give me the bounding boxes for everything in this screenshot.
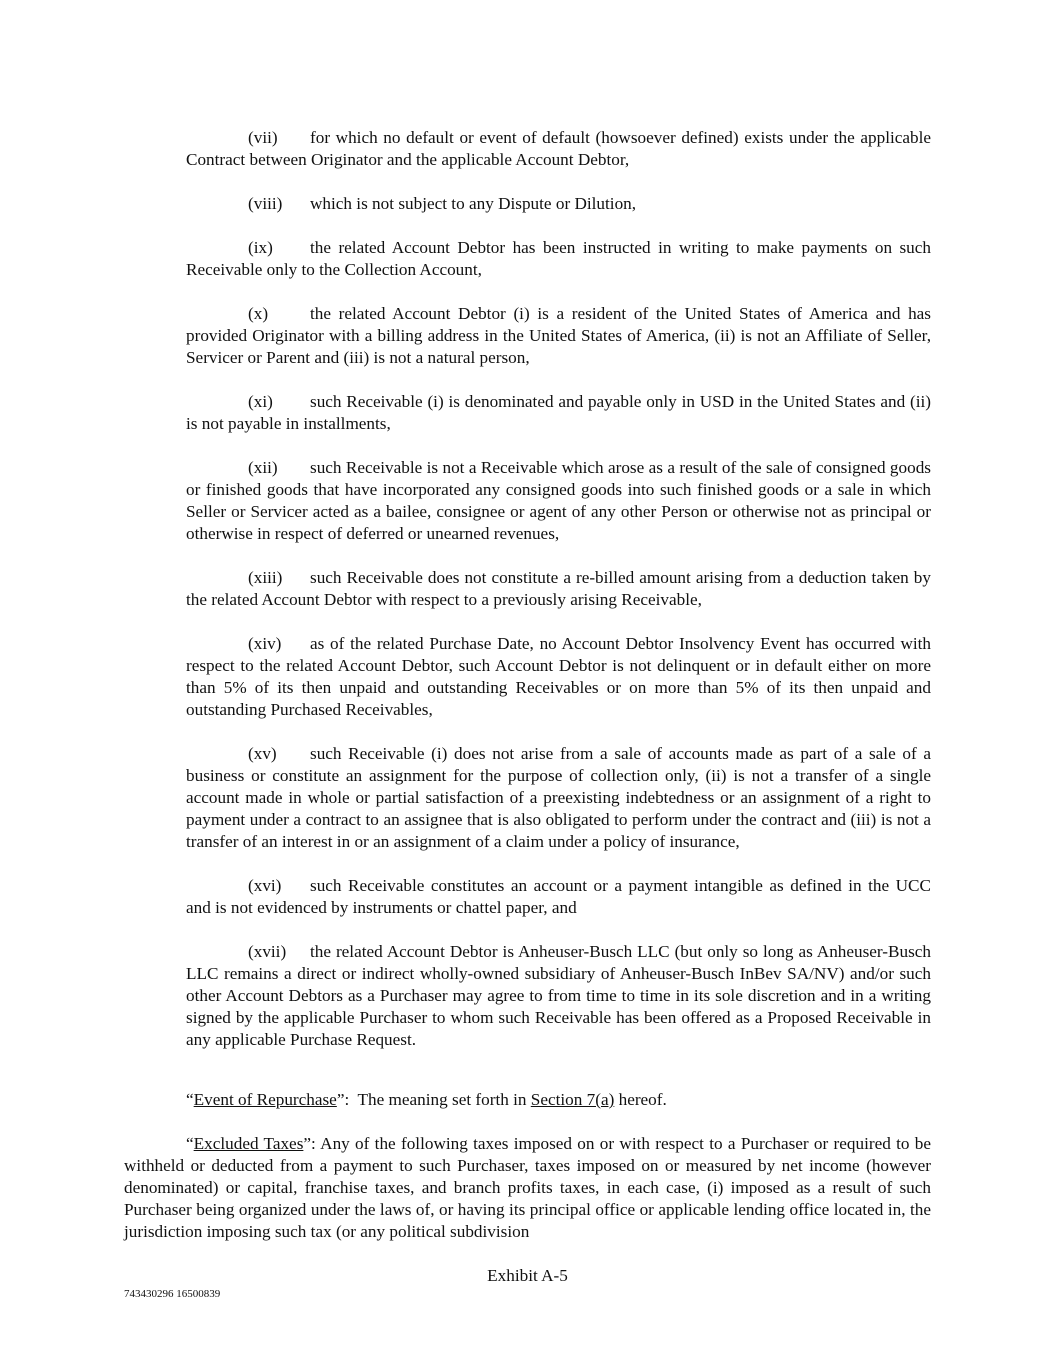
clause-xvii [186,941,931,1051]
clause-viii [186,193,931,215]
clause-text: such Receivable (i) is denominated and payable only in USD in the United States and (ii) is not payable in installments, [186,392,931,433]
open-quote: “ [186,1090,194,1109]
clause-text: which is not subject to any Dispute or Dilution, [310,194,637,213]
clause-text: the related Account Debtor has been instructed in writing to make payments on such Receivable only to the Collection Account, [186,238,931,279]
clause-text: such Receivable constitutes an account or a payment intangible as defined in the UCC and is not evidenced by instruments or chattel paper, and [186,876,931,917]
clause-number: (xiv) [248,634,282,653]
clause-number: (viii) [248,194,283,213]
close-quote: ”: [336,1090,350,1109]
open-quote: “ [186,1134,194,1153]
clause-number: (xi) [248,392,273,411]
clause-text: the related Account Debtor (i) is a resident of the United States of America and has provided Originator with a billing address in the United States of America, (ii) is not an Affiliate of Seller, Servicer or Parent and (iii) is not a natural person, [186,304,931,367]
clause-vii [186,127,931,171]
defined-term: Event of Repurchase [193,1090,337,1109]
clause-number: (ix) [248,238,273,257]
definition-event-of-repurchase [124,1089,931,1111]
clause-xi [186,391,931,435]
definitions-section [124,1089,931,1265]
clause-text: for which no default or event of default (howsoever defined) exists under the applicable Contract between Originator and the applicable Account Debtor, [186,128,931,169]
clause-xvi [186,875,931,919]
defined-term: Excluded Taxes [193,1134,304,1153]
clause-x [186,303,931,369]
clause-number: (xvi) [248,876,282,895]
definition-text-end: hereof. [614,1090,667,1109]
clause-number: (xvii) [248,942,287,961]
definition-text: The meaning set forth in [349,1090,531,1109]
clause-text: the related Account Debtor is Anheuser-Busch LLC (but only so long as Anheuser-Busch LLC remains a direct or indirect wholly-owned subsidiary of Anheuser-Busch InBev SA/NV) and/or such other Account Debtors as a Purchaser may agree to from time to time in its sole discretion and in a writing signed by the applicable Purchaser to whom such Receivable has been offered as a Proposed Receivable in any applicable Purchase Request. [186,942,931,1049]
clause-number: (xiii) [248,568,283,587]
clause-number: (xv) [248,744,277,763]
close-quote: ”: [303,1134,316,1153]
clause-text: such Receivable (i) does not arise from a sale of accounts made as part of a sale of a business or constitute an assignment for the purpose of collection only, (ii) is not a transfer of a single account made in whole or partial satisfaction of a preexisting indebtedness or an assignment of a right to payment under a contract to an assignee that is also obligated to perform under the contract and (iii) is not a transfer of an interest in or an assignment of a claim under a policy of insurance, [186,744,931,851]
section-reference: Section 7(a) [530,1090,615,1109]
clause-number: (vii) [248,128,278,147]
definition-text: Any of the following taxes imposed on or with respect to a Purchaser or required to be withheld or deducted from a payment to such Purchaser, taxes imposed on or measured by net income (however denominated) or capital, franchise taxes, and branch profits taxes, in each case, (i) imposed as a result of such Purchaser being organized under the laws of, or having its principal office or applicable lending office located in, the jurisdiction imposing such tax (or any political subdivision [124,1134,932,1241]
clause-xiii [186,567,931,611]
clause-text: such Receivable is not a Receivable which arose as a result of the sale of consigned goods or finished goods that have incorporated any consigned goods into such finished goods or a sale in which Seller or Servicer acted as a bailee, consignee or agent of any other Person or otherwise not as principal or otherwise in respect of deferred or unearned revenues, [186,458,931,543]
clause-xv [186,743,931,853]
clause-text: such Receivable does not constitute a re-billed amount arising from a deduction taken by the related Account Debtor with respect to a previously arising Receivable, [186,568,931,609]
clause-ix [186,237,931,281]
clause-xiv [186,633,931,721]
definition-excluded-taxes [124,1133,931,1243]
exhibit-page-label: Exhibit A-5 [487,1266,568,1285]
eligibility-clauses [186,127,931,1073]
clause-text: as of the related Purchase Date, no Account Debtor Insolvency Event has occurred with respect to the related Account Debtor, such Account Debtor is not delinquent or in default either on more than 5% of its then unpaid and outstanding Receivables or on more than 5% of its then unpaid and outstanding Purchased Receivables, [186,634,931,719]
clause-xii [186,457,931,545]
document-id: 743430296 16500839 [124,1288,221,1300]
clause-number: (x) [248,304,269,323]
clause-number: (xii) [248,458,278,477]
